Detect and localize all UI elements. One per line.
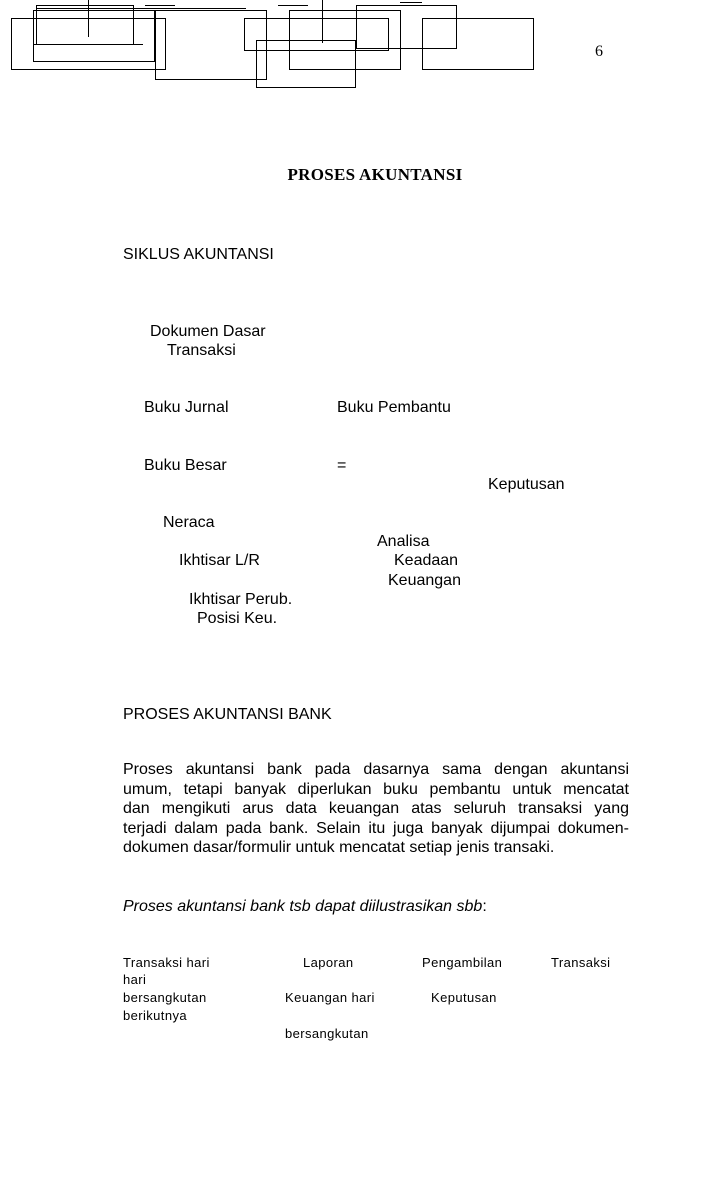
page-title: PROSES AKUNTANSI (287, 165, 463, 184)
illustration-caption-text: Proses akuntansi bank tsb dapat diilustrasikan sbb (123, 898, 483, 915)
flow-transaksi-label: Transaksi (551, 955, 611, 970)
fragment-line (145, 5, 175, 6)
body-paragraph (123, 760, 629, 858)
fragment-box (36, 5, 134, 45)
paragraph-line: dokumen dasar/formulir untuk mencatat setiap jenis transaki. (123, 839, 555, 856)
paragraph-line: umum, tetapi banyak diperlukan buku pembantu untuk mencatat (123, 780, 629, 798)
equals-sign: = (337, 457, 347, 474)
section-heading-bank: PROSES AKUNTANSI BANK (123, 706, 332, 723)
buku-besar-label: Buku Besar (144, 457, 227, 474)
flow-transaksi-hari-label: Transaksi hari (123, 955, 210, 970)
flow-bersangkutan-label: bersangkutan (123, 990, 207, 1005)
keputusan-label: Keputusan (488, 476, 565, 493)
keadaan-label: Keadaan (394, 552, 459, 569)
flow-keuangan-hari-label: Keuangan hari (285, 990, 375, 1005)
keuangan-label: Keuangan (388, 572, 461, 589)
flow-berikutnya-label: berikutnya (123, 1008, 187, 1023)
section-heading-siklus: SIKLUS AKUNTANSI (123, 246, 274, 263)
flow-bersangkutan-2-label: bersangkutan (285, 1026, 369, 1041)
analisa-label: Analisa (377, 533, 430, 550)
fragment-line (33, 44, 143, 45)
ikhtisar-lr-label: Ikhtisar L/R (179, 552, 260, 569)
fragment-line (322, 0, 323, 43)
illustration-caption (123, 897, 487, 916)
illustration-caption-colon: : (482, 898, 487, 915)
flow-hari-label: hari (123, 972, 147, 987)
ikhtisar-perub-label: Ikhtisar Perub. (189, 591, 293, 608)
fragment-line (88, 0, 89, 37)
paragraph-line: terjadi dalam pada bank. Selain itu juga banyak dijumpai dokumen- (123, 819, 629, 837)
fragment-line (36, 8, 246, 9)
paragraph-line: Proses akuntansi bank pada dasarnya sama dengan akuntansi (123, 761, 629, 778)
fragment-line (400, 2, 422, 3)
buku-jurnal-label: Buku Jurnal (144, 399, 229, 416)
fragment-box (422, 18, 534, 70)
paragraph-line: dan mengikuti arus data keuangan atas seluruh transaksi yang (123, 800, 629, 817)
flow-pengambilan-label: Pengambilan (422, 955, 503, 970)
page-number: 6 (595, 43, 603, 60)
fragment-line (278, 5, 308, 6)
dokumen-dasar-label: Dokumen Dasar (150, 323, 266, 340)
neraca-label: Neraca (163, 514, 215, 531)
flow-keputusan-label: Keputusan (431, 990, 497, 1005)
buku-pembantu-label: Buku Pembantu (337, 399, 451, 416)
transaksi-label: Transaksi (167, 342, 236, 359)
posisi-keu-label: Posisi Keu. (197, 610, 278, 627)
flow-laporan-label: Laporan (303, 955, 354, 970)
